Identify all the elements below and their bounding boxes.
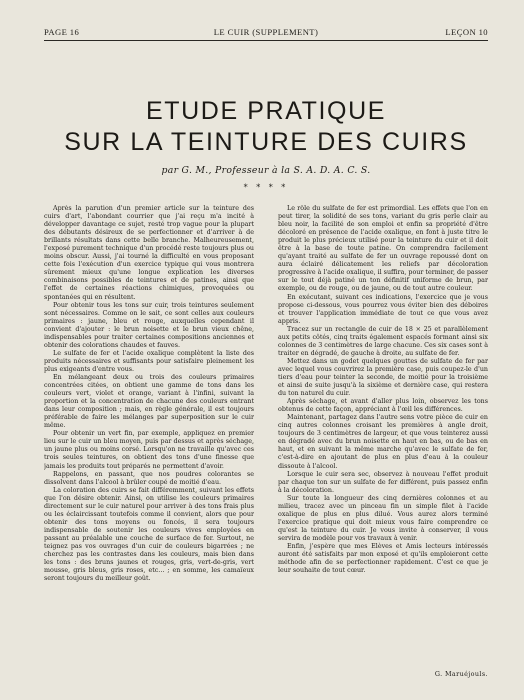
paragraph: Le rôle du sulfate de fer est primordial. Les effets que l'on en peut tirer, la solidité de ses tons, variant du gris perle clair au bleu noir, la facilité de son emploi et enfin sa propriété d'être décoloré en présence de l'acide oxalique, en font à juste titre le produit le plus précieux utilisé pour la teinture du cuir et il doit être à la base de toute patine. On comprendra facilement qu'ayant traité au sulfate de fer un ouvrage repoussé dont on aura éclairé délicatement les reliefs par décoloration progressive à l'acide oxalique, il suffira, pour terminer, de passer sur le tout déjà patiné un ton définitif uniforme de brun, par exemple, ou de rouge, ou de jaune, ou de tout autre couleur. xyxy=(278,205,488,293)
paragraph: Après séchage, et avant d'aller plus loin, observez les tons obtenus de cette façon, appréciant à l'œil les différences. xyxy=(278,398,488,414)
paragraph: Pour obtenir un vert fin, par exemple, appliquez en premier lieu sur le cuir un bleu moyen, puis par dessus et après séchage, un jaune plus ou moins corsé. Lorsqu'on ne travaille qu'avec ces trois seules teintures, on obtient des tons d'une finesse que jamais les produits tout préparés ne permettent d'avoir. xyxy=(44,430,254,470)
article-title-line-2: SUR LA TEINTURE DES CUIRS xyxy=(64,128,468,156)
paragraph: En mélangeant deux ou trois des couleurs primaires concentrées citées, on obtient une gamme de tons dans les couleurs vert, violet et orange, variant à l'infini, suivant la proportion et la concentration de chacune des couleurs entrant dans leur composition ; mais, en règle générale, il est toujours préférable de faire les mélanges par superposition sur le cuir même. xyxy=(44,373,254,430)
paragraph: Tracez sur un rectangle de cuir de 18 × 25 et parallèlement aux petits côtés, cinq traits également espacés formant ainsi six colonnes de 3 centimètres de large chacune. Ces six cases sont à traiter en dégradé, de gauche à droite, au sulfate de fer. xyxy=(278,325,488,357)
paragraph: Mettez dans un godet quelques gouttes de sulfate de fer par avec lequel vous couvrirez la première case, puis coupez-le d'un tiers d'eau pour teinter la seconde, de moitié pour la troisième et ainsi de suite jusqu'à la sixième et dernière case, qui restera du ton naturel du cuir. xyxy=(278,357,488,398)
paragraph: Maintenant, partagez dans l'autre sens votre pièce de cuir en cinq autres colonnes croisant les premières à angle droit, toujours de 3 centimètres de largeur, et que vous teinterez aussi en dégradé avec du brun noisette en haut en bas, ou de bas en haut, et en suivant la même marche qu'avec le sulfate de fer, c'est-à-dire en ajoutant de plus en plus d'eau à la couleur dissoute à l'alcool. xyxy=(278,414,488,470)
paragraph: Enfin, j'espère que mes Elèves et Amis lecteurs intéressés auront été satisfaits par mon exposé et qu'ils emploieront cette méthode afin de se perfectionner rapidement. C'est ce que je leur souhaite de tout cœur. xyxy=(278,542,488,575)
paragraph: Sur toute la longueur des cinq dernières colonnes et au milieu, tracez avec un pinceau fin un simple filet à l'acide oxalique de plus en plus dilué. Vous aurez alors terminé l'exercice pratique qui doit mieux vous faire comprendre ce qu'est la teinture du cuir. Je vous invite à conserver, il vous servira de modèle pour vos travaux à venir. xyxy=(278,494,488,542)
article-byline: par G. M., Professeur à la S. A. D. A. C. S. xyxy=(161,165,371,176)
paragraph: La coloration des cuirs se fait différemment, suivant les effets que l'on désire obtenir. Ainsi, on utilise les couleurs primaires directement sur le cuir naturel pour arriver à des tons frais plus ou les éclaircissant toutefois comme il convient, alors que pour obtenir des tons moyens ou foncés, il sera toujours indispensable de soutenir les couleurs vives employées en passant au préalable une couche de surface de fer. Surtout, ne teignez pas vos ouvrages d'un cuir de couleurs bigarrées ; ne cherchez pas les contrastes dans les couleurs, mais bien dans les tons : des bruns jaunes et rouges, gris, vert-de-gris, vert mousse, gris bleus, gris roses, etc... ; en somme, les camaïeux seront toujours du meilleur goût. xyxy=(44,486,254,583)
author-signature: G. Maruéjouls. xyxy=(434,670,488,678)
right-column xyxy=(278,205,488,675)
running-header xyxy=(44,27,488,41)
paragraph: Lorsque le cuir sera sec, observez à nouveau l'effet produit par chaque ton sur un sulfate de fer différent, puis passez enfin à la décoloration. xyxy=(278,470,488,494)
ornament-separator: * * * * xyxy=(243,183,289,192)
article-title-line-1: ETUDE PRATIQUE xyxy=(145,97,386,125)
publication-title: LE CUIR (SUPPLEMENT) xyxy=(213,27,319,37)
left-column xyxy=(44,205,254,675)
paragraph: Pour obtenir tous les tons sur cuir, trois teintures seulement sont nécessaires. Comme on le sait, ce sont celles aux couleurs primaires : jaune, bleu et rouge, auxquelles cependant il convient d'ajouter : le brun noisette et le brun vieux chêne, indispensables pour traiter certaines compositions anciennes et obtenir des colorations chaudes et fauves. xyxy=(44,301,254,349)
paragraph: Rappelons, en passant, que nos poudres colorantes se dissolvent dans l'alcool à brûler coupé de moitié d'eau. xyxy=(44,470,254,486)
header-rule xyxy=(44,40,488,41)
paragraph: En exécutant, suivant ces indications, l'exercice que je vous propose ci-dessous, vous pourrez vous éviter bien des déboires et trouver l'application immédiate de tout ce que vous avez appris. xyxy=(278,293,488,325)
lesson-number: LEÇON 10 xyxy=(445,27,488,37)
paragraph: Le sulfate de fer et l'acide oxalique complètent la liste des produits nécessaires et suffisants pour satisfaire pleinement les plus exigeants d'entre vous. xyxy=(44,349,254,373)
page-number: PAGE 16 xyxy=(44,27,80,37)
paragraph: Après la parution d'un premier article sur la teinture des cuirs d'art, l'abondant courrier que j'ai reçu m'a incité à développer davantage ce sujet, resté trop vague pour la plupart des débutants désireux de se perfectionner et d'arriver à de brillants résultats dans cette belle branche. Malheureusement, l'exposé purement technique d'un procédé reste toujours plus ou moins obscur. Aussi, j'ai tourné la difficulté en vous proposant cette fois l'exécution d'un exercice typique qui vous montrera sûrement mieux qu'une longue explication les diverses combinaisons possibles de teintures et de patines, ainsi que l'effet de certaines réactions chimiques, provoquées ou spontanées qui en résultent. xyxy=(44,205,254,301)
